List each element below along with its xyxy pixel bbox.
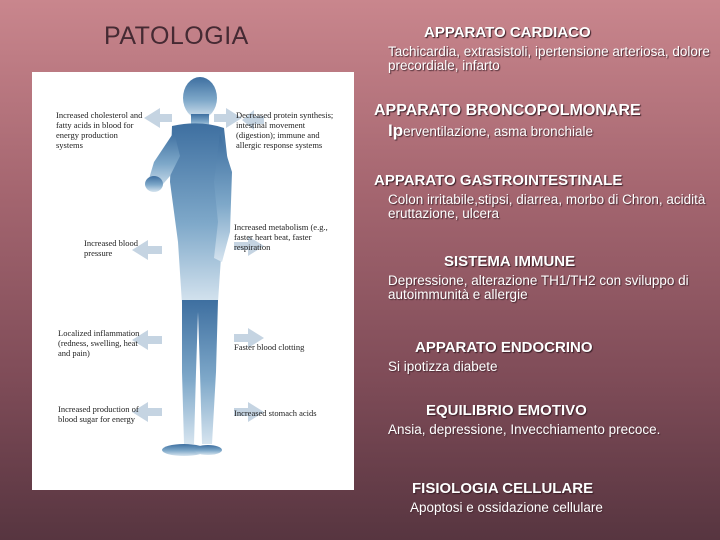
section-title: SISTEMA IMMUNE [444, 253, 576, 270]
figure-label-left-2: Increased blood pressure [84, 238, 139, 258]
section-cellular [368, 480, 713, 515]
figure-label-right-3: Faster blood clotting [234, 342, 305, 352]
section-body: Apoptosi e ossidazione cellulare [410, 500, 603, 515]
slide-title: PATOLOGIA [104, 22, 249, 50]
section-emotional [368, 402, 713, 437]
stress-figure [32, 72, 354, 490]
section-body: Depressione, alterazione TH1/TH2 con sviluppo di autoimmunità e allergie [388, 273, 689, 302]
section-body: Colon irritabile,stipsi, diarrea, morbo di Chron, acidità eruttazione, ulcera [388, 192, 706, 221]
section-body-lead: Ip [388, 121, 404, 140]
section-title: APPARATO GASTROINTESTINALE [374, 172, 623, 189]
section-body-rest: erventilazione, asma bronchiale [403, 124, 593, 139]
section-bronchopulmonary [368, 102, 713, 139]
figure-label-right-2: Increased metabolism (e.g., faster heart beat, faster respiration [234, 222, 328, 252]
section-title: EQUILIBRIO EMOTIVO [426, 402, 587, 419]
figure-label-left-3: Localized inflammation (redness, swelling, heat and pain) [58, 328, 140, 358]
figure-label-right-4: Increased stomach acids [234, 408, 317, 418]
figure-label-right-1: Decreased protein synthesis; intestinal movement (digestion); immune and allergic response systems [236, 110, 334, 150]
section-title: APPARATO CARDIACO [424, 24, 591, 41]
figure-label-left-1: Increased cholesterol and fatty acids in blood for energy production systems [56, 110, 143, 150]
section-title: APPARATO BRONCOPOLMONARE [374, 102, 641, 119]
section-body [368, 121, 713, 140]
section-body: Ansia, depressione, Invecchiamento precoce. [388, 422, 661, 437]
figure-label-left-4: Increased production of blood sugar for energy [58, 404, 139, 424]
section-immune [368, 253, 713, 302]
section-body: Si ipotizza diabete [388, 359, 498, 374]
section-gastrointestinal [368, 172, 713, 221]
section-cardiac [368, 24, 713, 73]
section-endocrine [368, 339, 713, 374]
section-title: APPARATO ENDOCRINO [415, 339, 593, 356]
section-body: Tachicardia, extrasistoli, ipertensione arteriosa, dolore precordiale, infarto [388, 44, 710, 73]
section-title: FISIOLOGIA CELLULARE [412, 480, 594, 497]
